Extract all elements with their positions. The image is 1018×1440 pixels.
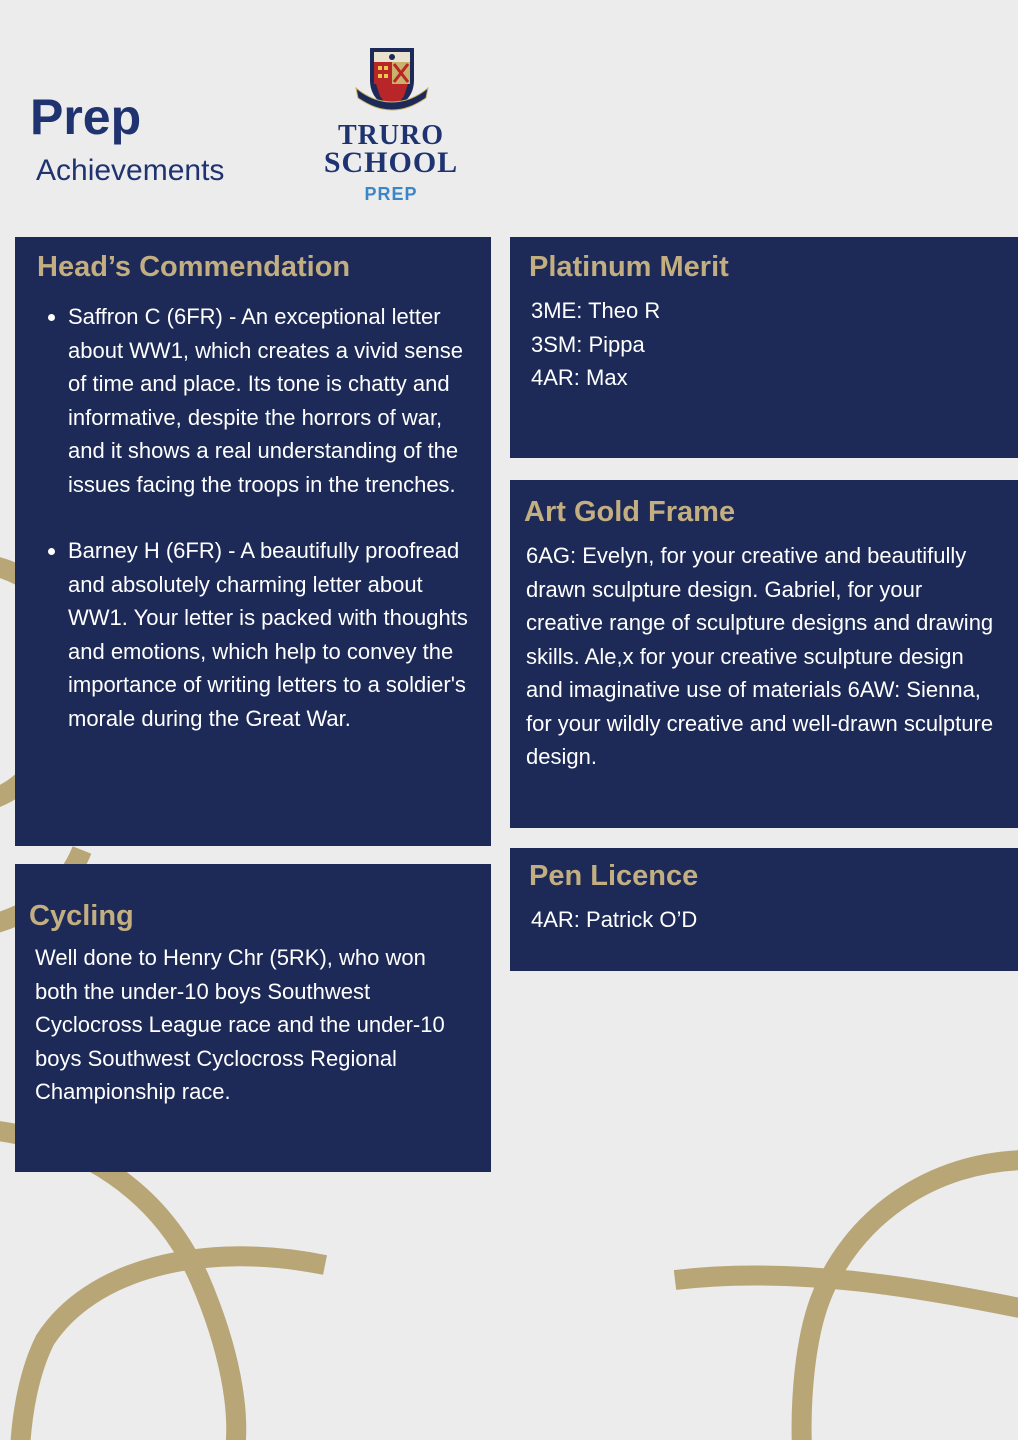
list-item: • Barney H (6FR) - A beautifully proofread and absolutely charming letter about WW1. Your letter is packed with thoughts and emotions, which help to convey the importance of writing letters to a soldier's morale during the Great War. (68, 534, 471, 735)
heads-commendation-list (37, 300, 471, 735)
list-item: 3ME: Theo R (531, 298, 661, 323)
pen-licence-panel (510, 848, 1018, 971)
list-item: 3SM: Pippa (531, 331, 645, 357)
pen-licence-title: Pen Licence (529, 860, 699, 892)
cycling-panel (15, 864, 491, 1172)
logo-prep-text: PREP (364, 184, 418, 204)
cycling-title: Cycling (29, 900, 134, 932)
page-subtitle: Achievements (36, 154, 225, 187)
art-gold-frame-title: Art Gold Frame (524, 496, 736, 528)
list-item: 4AR: Max (531, 365, 628, 390)
platinum-merit-panel (510, 237, 1018, 458)
art-gold-frame-panel (510, 480, 1018, 828)
school-crest-icon (352, 40, 432, 116)
platinum-merit-title: Platinum Merit (529, 251, 729, 283)
truro-school-logo (318, 36, 464, 208)
art-gold-frame-text: 6AG: Evelyn, for your creative and beautifully drawn sculpture design. Gabriel, for your creative range of sculpture designs and drawing skills. Ale,x for your creative sculpture design and imaginative use of materials 6AW: Sienna, for your wildly creative and well-drawn sculpture design. (526, 543, 994, 769)
platinum-merit-list (529, 294, 1000, 395)
pen-licence-list (529, 903, 1000, 937)
heads-commendation-title: Head’s Commendation (37, 251, 351, 283)
page-title: Prep (30, 89, 142, 145)
list-item: 4AR: Patrick O’D (531, 907, 698, 932)
logo-truro-text: TRURO (337, 120, 445, 151)
logo-school-text: SCHOOL (323, 146, 459, 179)
list-item: • Saffron C (6FR) - An exceptional letter about WW1, which creates a vivid sense of time and place. Its tone is chatty and informative, despite the horrors of war, and it shows a real understanding of the issues facing the troops in the trenches. (68, 300, 471, 501)
cycling-text: Well done to Henry Chr (5RK), who won both the under-10 boys Southwest Cyclocross League race and the under-10 boys Southwest Cyclocross Regional Championship race. (35, 945, 445, 1104)
heads-commendation-panel (15, 237, 491, 846)
